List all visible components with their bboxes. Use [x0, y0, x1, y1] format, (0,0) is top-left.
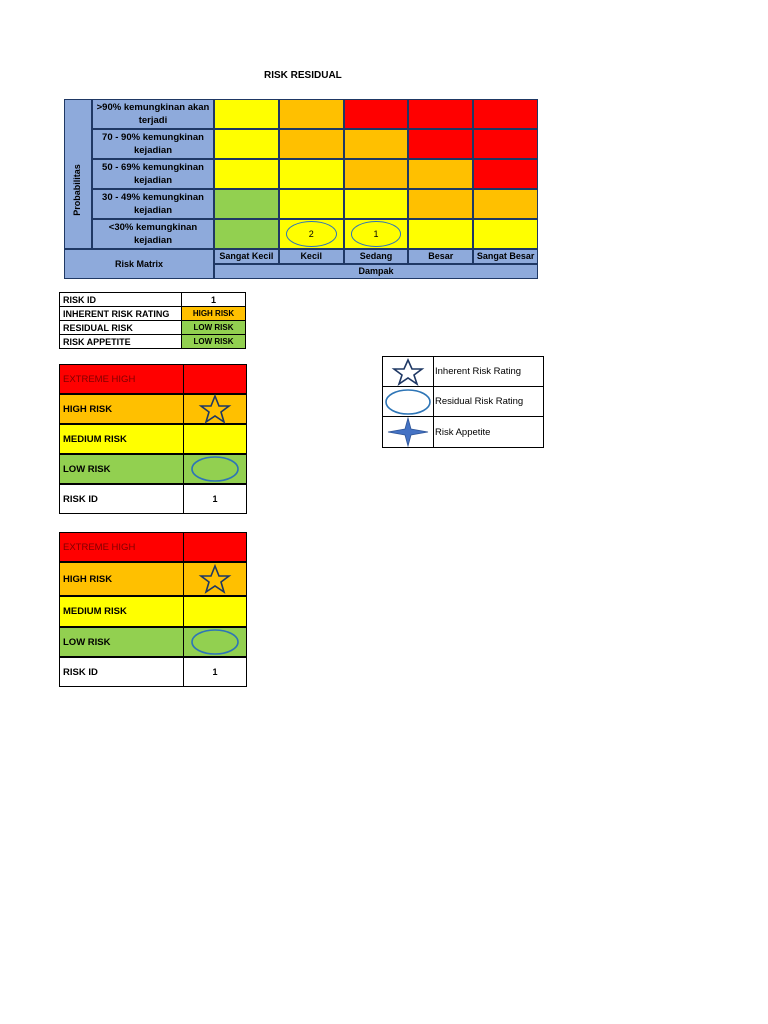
legend-label: EXTREME HIGH — [59, 364, 184, 394]
probability-row-label: 50 - 69% kemungkinan kejadian — [92, 159, 214, 189]
matrix-cell — [473, 159, 538, 189]
matrix-cell — [214, 99, 279, 129]
key-row-inherent — [383, 357, 543, 387]
residual-risk-marker: 2 — [286, 221, 337, 247]
summary-key: RESIDUAL RISK — [60, 321, 182, 335]
star-outline-icon — [183, 394, 247, 424]
matrix-cell — [344, 159, 409, 189]
summary-row — [60, 293, 246, 307]
matrix-cell — [214, 129, 279, 159]
four-point-star-icon — [383, 417, 434, 447]
matrix-cell — [279, 99, 344, 129]
impact-column-label: Sangat Kecil — [214, 249, 279, 264]
star-outline-icon — [183, 562, 247, 596]
summary-row — [60, 321, 246, 335]
impact-column-label: Sedang — [344, 249, 409, 264]
legend-value-cell — [183, 364, 247, 394]
impact-column-label: Sangat Besar — [473, 249, 538, 264]
probability-row-label: 70 - 90% kemungkinan kejadian — [92, 129, 214, 159]
legend-label: LOW RISK — [59, 627, 184, 657]
ellipse-outline-icon — [183, 627, 247, 657]
summary-key: RISK APPETITE — [60, 335, 182, 349]
legend-label: MEDIUM RISK — [59, 596, 184, 627]
matrix-cell — [279, 129, 344, 159]
page-title: RISK RESIDUAL — [264, 70, 342, 81]
impact-column-label: Kecil — [279, 249, 344, 264]
matrix-cell — [279, 189, 344, 219]
legend-label: MEDIUM RISK — [59, 424, 184, 454]
impact-axis-label: Dampak — [214, 264, 538, 279]
matrix-cell — [408, 189, 473, 219]
matrix-cell — [473, 129, 538, 159]
key-row-appetite — [383, 417, 543, 447]
matrix-cell — [279, 159, 344, 189]
matrix-cell — [408, 159, 473, 189]
legend-label: LOW RISK — [59, 454, 184, 484]
risk-matrix-corner-label: Risk Matrix — [64, 249, 214, 279]
summary-key: RISK ID — [60, 293, 182, 307]
probability-row-label: 30 - 49% kemungkinan kejadian — [92, 189, 214, 219]
matrix-cell — [408, 219, 473, 249]
probability-row-label: <30% kemungkinan kejadian — [92, 219, 214, 249]
matrix-cell — [214, 159, 279, 189]
summary-value: 1 — [182, 293, 246, 307]
summary-row — [60, 307, 246, 321]
legend-label: HIGH RISK — [59, 394, 184, 424]
summary-row — [60, 335, 246, 349]
matrix-cell — [344, 189, 409, 219]
summary-value: HIGH RISK — [182, 307, 246, 321]
probability-axis-label: Probabilitas — [72, 164, 82, 216]
key-label: Risk Appetite — [435, 426, 491, 438]
matrix-cell — [473, 189, 538, 219]
legend-value-cell — [183, 596, 247, 627]
legend-risk-id-value: 1 — [183, 484, 247, 514]
summary-value: LOW RISK — [182, 335, 246, 349]
matrix-cell — [473, 99, 538, 129]
legend-value-cell — [183, 532, 247, 562]
residual-risk-marker: 1 — [351, 221, 402, 247]
matrix-cell — [344, 99, 409, 129]
key-label: Inherent Risk Rating — [435, 366, 522, 377]
summary-key: INHERENT RISK RATING — [60, 307, 182, 321]
probability-axis — [64, 99, 92, 249]
matrix-cell — [473, 219, 538, 249]
matrix-cell — [214, 219, 279, 249]
ellipse-outline-icon — [383, 387, 434, 416]
matrix-cell — [214, 189, 279, 219]
matrix-cell — [408, 129, 473, 159]
impact-column-label: Besar — [408, 249, 473, 264]
risk-summary-table — [59, 292, 246, 349]
matrix-cell — [408, 99, 473, 129]
legend-label: RISK ID — [59, 657, 184, 687]
probability-row-label: >90% kemungkinan akan terjadi — [92, 99, 214, 129]
key-label: Residual Risk Rating — [435, 396, 524, 407]
risk-matrix — [64, 99, 538, 279]
summary-value: LOW RISK — [182, 321, 246, 335]
legend-label: HIGH RISK — [59, 562, 184, 596]
legend-risk-id-value: 1 — [183, 657, 247, 687]
legend-value-cell — [183, 424, 247, 454]
ellipse-outline-icon — [183, 454, 247, 484]
legend-label: RISK ID — [59, 484, 184, 514]
matrix-cell — [344, 129, 409, 159]
star-outline-icon — [383, 357, 434, 386]
marker-key — [382, 356, 544, 448]
key-row-residual — [383, 387, 543, 417]
legend-label: EXTREME HIGH — [59, 532, 184, 562]
